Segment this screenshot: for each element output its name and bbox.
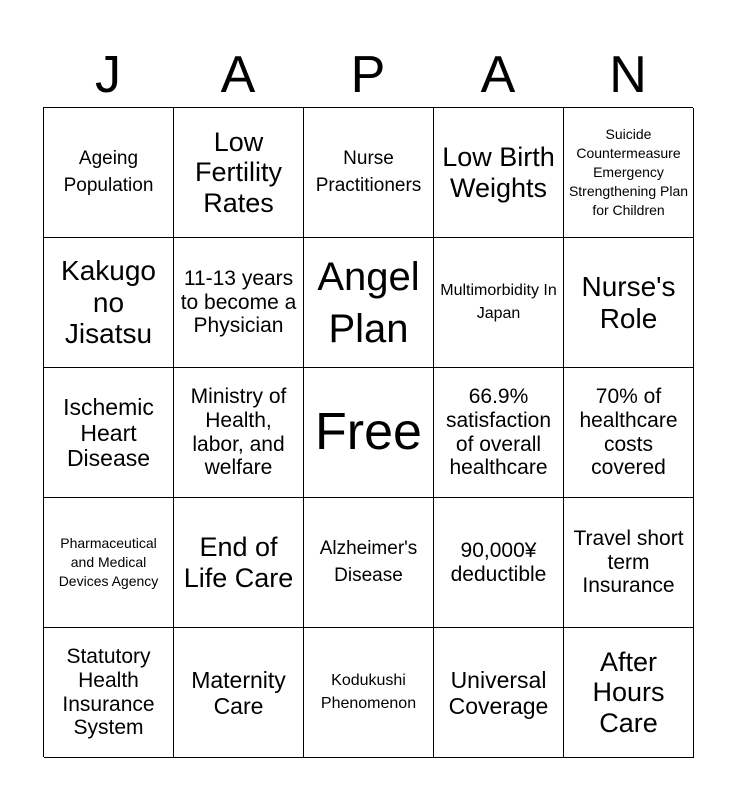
bingo-cell[interactable]: [564, 628, 694, 758]
cell-text: Universal Coverage: [448, 666, 549, 719]
bingo-cell[interactable]: [44, 108, 174, 238]
bingo-cell[interactable]: [564, 368, 694, 498]
bingo-cell[interactable]: [304, 108, 434, 238]
header-letter-a: A: [220, 46, 256, 104]
cell-text: Ischemic Heart Disease: [63, 393, 154, 472]
cell-text: Travel short term Insurance: [573, 526, 684, 598]
cell-text: Statutory Health Insurance System: [62, 645, 155, 740]
bingo-cell[interactable]: [44, 238, 174, 368]
free-space[interactable]: [304, 368, 434, 498]
bingo-cell[interactable]: [434, 498, 564, 628]
bingo-board: [43, 107, 693, 757]
cell-text: Kakugo no Jisatsu: [61, 255, 156, 350]
cell-text: Ministry of Health, labor, and welfare: [190, 385, 287, 480]
cell-text: After Hours Care: [592, 646, 665, 738]
cell-text: Ageing Population: [63, 147, 154, 196]
cell-text: Multimorbidity In Japan: [440, 282, 557, 322]
bingo-cell[interactable]: [174, 628, 304, 758]
bingo-cell[interactable]: [564, 498, 694, 628]
bingo-cell[interactable]: [434, 108, 564, 238]
bingo-cell[interactable]: [564, 238, 694, 368]
cell-text: Nurse's Role: [581, 270, 676, 334]
bingo-cell[interactable]: [44, 498, 174, 628]
bingo-cell[interactable]: [434, 368, 564, 498]
cell-text: 90,000¥ deductible: [450, 538, 547, 586]
bingo-cell[interactable]: [304, 628, 434, 758]
bingo-cell[interactable]: [304, 238, 434, 368]
bingo-cell[interactable]: [174, 108, 304, 238]
bingo-cell[interactable]: [434, 628, 564, 758]
cell-text: Pharmaceutical and Medical Devices Agency: [58, 535, 159, 589]
header-letter-j: J: [95, 46, 121, 104]
cell-text: Low Birth Weights: [442, 142, 555, 203]
cell-text: Nurse Practitioners: [315, 147, 422, 196]
cell-text: Low Fertility Rates: [195, 126, 282, 218]
cell-text: Kodukushi Phenomenon: [320, 672, 417, 712]
bingo-header: [43, 44, 693, 106]
bingo-cell[interactable]: [174, 498, 304, 628]
bingo-cell[interactable]: [564, 108, 694, 238]
bingo-cell[interactable]: [44, 368, 174, 498]
bingo-cell[interactable]: [44, 628, 174, 758]
bingo-cell[interactable]: [174, 368, 304, 498]
cell-text: 11-13 years to become a Physician: [180, 266, 297, 338]
cell-text: 70% of healthcare costs covered: [579, 385, 678, 480]
header-letter-n: N: [609, 46, 647, 104]
cell-text: Maternity Care: [191, 666, 286, 719]
cell-text: 66.9% satisfaction of overall healthcare: [445, 385, 552, 480]
cell-text: Alzheimer's Disease: [319, 537, 418, 586]
header-letter-a-2: A: [480, 46, 516, 104]
bingo-cell[interactable]: [434, 238, 564, 368]
cell-text: Free: [315, 403, 422, 462]
bingo-cell[interactable]: [304, 498, 434, 628]
cell-text: End of Life Care: [183, 532, 294, 593]
bingo-cell[interactable]: [174, 238, 304, 368]
cell-text: Angel Plan: [317, 254, 420, 351]
cell-text: Suicide Countermeasure Emergency Strengthening Plan for Children: [568, 126, 689, 218]
header-letter-p: P: [350, 46, 386, 104]
